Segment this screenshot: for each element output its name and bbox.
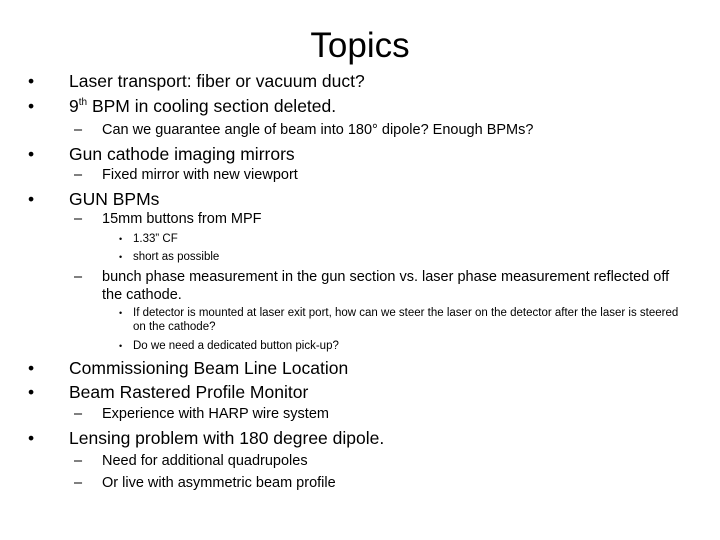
bullet-gun-cathode-mirrors (28, 143, 295, 165)
bullet-text: If detector is mounted at laser exit port, how can we steer the laser on the detector after the laser is steered on the cathode? (133, 307, 679, 333)
bullet-text: Commissioning Beam Line Location (69, 358, 349, 378)
bullet-text: BPM in cooling section deleted. (87, 96, 337, 116)
bullet-text: 15mm buttons from MPF (102, 211, 262, 227)
bullet-marker: • (28, 71, 35, 91)
bullet-lensing-problem (28, 427, 385, 449)
bullet-rastered-profile-monitor (28, 381, 309, 403)
bullet-text: bunch phase measurement in the gun section vs. laser phase measurement reflected off the cathode. (102, 269, 670, 303)
bullet-laser-transport (28, 70, 365, 92)
bullet-marker: • (119, 234, 123, 244)
bullet-text: Do we need a dedicated button pick-up? (133, 340, 339, 352)
bullet-text: Fixed mirror with new viewport (102, 167, 298, 183)
sub-bullet-angle-of-beam (74, 121, 534, 139)
bullet-commissioning-location (28, 357, 349, 379)
bullet-text: Gun cathode imaging mirrors (69, 144, 295, 164)
bullet-text: Beam Rastered Profile Monitor (69, 382, 309, 402)
bullet-marker: – (74, 211, 83, 227)
bullet-text: Or live with asymmetric beam profile (102, 475, 336, 491)
sub-bullet-harp-wire (74, 405, 329, 423)
bullet-9th-bpm (28, 95, 337, 117)
bullet-gun-bpms (28, 188, 160, 210)
bullet-marker: – (74, 167, 83, 183)
bullet-text: 1.33” CF (133, 233, 178, 245)
sub-sub-bullet-short-as-possible (119, 250, 220, 264)
bullet-marker: • (28, 428, 35, 448)
sub-sub-bullet-detector-mounted (119, 306, 688, 334)
bullet-marker: – (74, 406, 83, 422)
sub-bullet-fixed-mirror (74, 166, 298, 184)
bullet-marker: – (74, 269, 83, 285)
bullet-marker: – (74, 453, 83, 469)
sub-bullet-asymmetric-profile (74, 474, 336, 492)
sub-sub-bullet-1-33-cf (119, 232, 178, 246)
sub-sub-bullet-dedicated-pickup (119, 339, 339, 353)
bullet-text: Experience with HARP wire system (102, 406, 329, 422)
bullet-text: Can we guarantee angle of beam into 180° dipole? Enough BPMs? (102, 122, 534, 138)
bullet-text: Lensing problem with 180 degree dipole. (69, 428, 385, 448)
sub-bullet-15mm-buttons (74, 210, 262, 228)
sub-bullet-additional-quadrupoles (74, 452, 308, 470)
bullet-marker: • (119, 308, 123, 318)
bullet-marker: • (28, 382, 35, 402)
bullet-text-superscript: th (78, 97, 88, 109)
bullet-marker: – (74, 122, 83, 138)
bullet-marker: • (28, 96, 35, 116)
sub-bullet-bunch-phase (74, 268, 677, 304)
bullet-marker: • (28, 144, 35, 164)
bullet-text: GUN BPMs (69, 189, 160, 209)
bullet-marker: • (119, 252, 123, 262)
bullet-marker: • (119, 341, 123, 351)
bullet-text: Laser transport: fiber or vacuum duct? (69, 71, 365, 91)
bullet-text: short as possible (133, 251, 220, 263)
slide-title: Topics (310, 26, 410, 65)
bullet-text: Need for additional quadrupoles (102, 453, 308, 469)
bullet-text-prefix: 9 (69, 96, 79, 116)
bullet-marker: – (74, 475, 83, 491)
bullet-marker: • (28, 358, 35, 378)
bullet-marker: • (28, 189, 35, 209)
